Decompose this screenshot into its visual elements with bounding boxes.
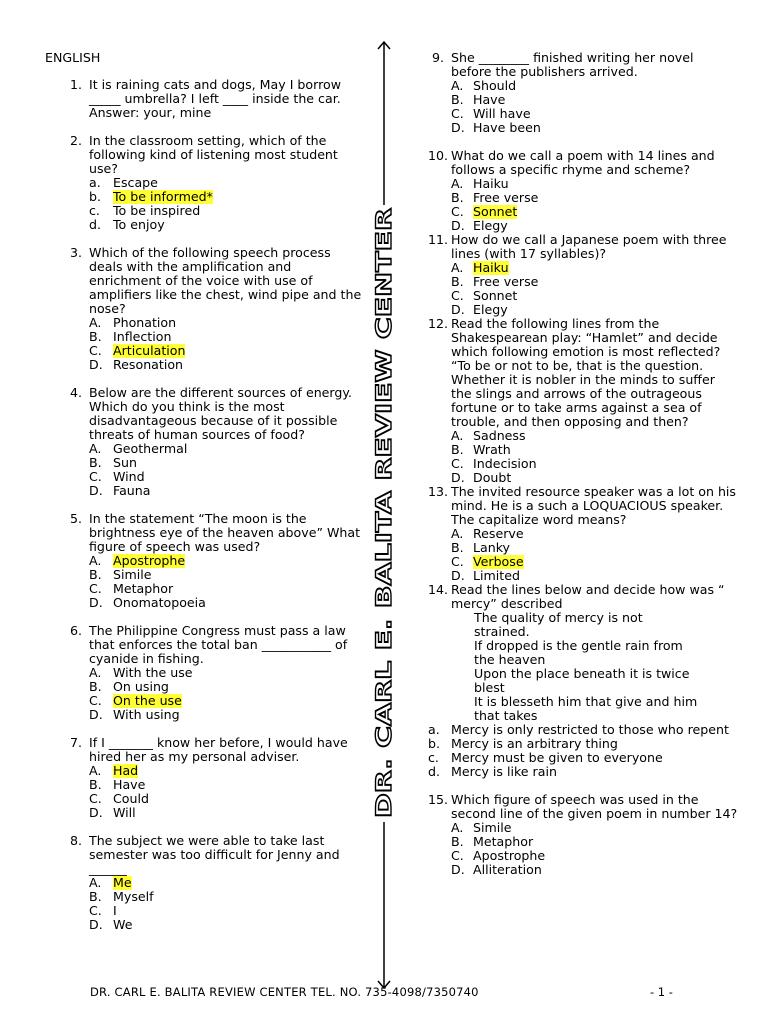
option-text: Metaphor bbox=[473, 834, 534, 849]
option-text: Mercy is like rain bbox=[451, 764, 557, 779]
option-text: We bbox=[113, 917, 133, 932]
subject-heading: ENGLISH bbox=[45, 50, 101, 65]
option-letter: c. bbox=[89, 203, 100, 218]
option bbox=[45, 890, 365, 904]
option bbox=[428, 863, 738, 877]
option bbox=[428, 527, 738, 541]
option-letter: D. bbox=[89, 483, 103, 498]
page-number: - 1 - bbox=[650, 985, 673, 999]
option-letter: d. bbox=[89, 217, 101, 232]
option bbox=[428, 821, 738, 835]
option bbox=[428, 219, 738, 233]
option-letter: D. bbox=[89, 805, 103, 820]
option bbox=[45, 708, 365, 722]
poem-line: If dropped is the gentle rain from bbox=[474, 638, 683, 653]
question-number: 7. bbox=[69, 735, 82, 750]
option-text: Fauna bbox=[113, 483, 151, 498]
option-text: To be inspired bbox=[113, 203, 201, 218]
option-text: Doubt bbox=[473, 470, 512, 485]
highlighted-answer: Apostrophe bbox=[113, 553, 186, 568]
option-text: Limited bbox=[473, 568, 520, 583]
option-text: Have been bbox=[473, 120, 541, 135]
question-text: The invited resource speaker was a lot on his mind. He is a such a LOQUACIOUS speaker. The capitalize word means? bbox=[451, 484, 736, 527]
right-column bbox=[428, 51, 738, 877]
option-letter: C. bbox=[89, 343, 102, 358]
highlighted-answer: Had bbox=[113, 763, 139, 778]
option-text: I bbox=[113, 903, 117, 918]
option bbox=[45, 190, 365, 204]
option-letter: D. bbox=[89, 357, 103, 372]
option-text: Onomatopoeia bbox=[113, 595, 206, 610]
highlighted-answer: On the use bbox=[113, 693, 182, 708]
option-letter: B. bbox=[89, 329, 102, 344]
option-text: Haiku bbox=[473, 176, 509, 191]
option-letter: B. bbox=[89, 679, 102, 694]
option-text: Mercy is only restricted to those who repent bbox=[451, 722, 729, 737]
option-letter: b. bbox=[428, 736, 440, 751]
option-letter: D. bbox=[451, 862, 465, 877]
option-letter: B. bbox=[89, 455, 102, 470]
option bbox=[428, 569, 738, 583]
highlighted-answer: Verbose bbox=[473, 554, 524, 569]
option-text: Indecision bbox=[473, 456, 537, 471]
option-letter: b. bbox=[89, 189, 101, 204]
option-letter: C. bbox=[89, 469, 102, 484]
question-8 bbox=[45, 834, 365, 932]
option-text: Sadness bbox=[473, 428, 526, 443]
question-text: Read the lines below and decide how was “ mercy” described bbox=[451, 582, 725, 611]
question-text: In the statement “The moon is the brightness eye of the heaven above” What figure of speech was used? bbox=[89, 511, 361, 554]
watermark-text: DR. CARL E. BALITA REVIEW CENTER bbox=[372, 389, 396, 818]
option-text: Escape bbox=[113, 175, 158, 190]
option-text: Simile bbox=[473, 820, 512, 835]
option-letter: D. bbox=[89, 917, 103, 932]
option-text: Will bbox=[113, 805, 136, 820]
option bbox=[428, 471, 738, 485]
option-text: Should bbox=[473, 78, 517, 93]
option bbox=[428, 107, 738, 121]
option bbox=[45, 918, 365, 932]
option bbox=[428, 443, 738, 457]
option bbox=[45, 456, 365, 470]
option-text: To enjoy bbox=[113, 217, 165, 232]
option-letter: D. bbox=[451, 218, 465, 233]
option-text: Elegy bbox=[473, 302, 508, 317]
option bbox=[428, 121, 738, 135]
highlighted-answer: Me bbox=[113, 875, 132, 890]
option-letter: a. bbox=[428, 722, 440, 737]
option-letter: A. bbox=[89, 553, 102, 568]
option-text: Free verse bbox=[473, 274, 539, 289]
option bbox=[428, 289, 738, 303]
option-letter: B. bbox=[451, 442, 464, 457]
option bbox=[428, 457, 738, 471]
option bbox=[45, 344, 365, 358]
option-text: Could bbox=[113, 791, 149, 806]
option-text: Have bbox=[473, 92, 506, 107]
option-letter: B. bbox=[89, 567, 102, 582]
poem-line: blest bbox=[474, 680, 505, 695]
option bbox=[428, 765, 738, 779]
question-12 bbox=[428, 317, 738, 485]
option bbox=[45, 694, 365, 708]
option-letter: B. bbox=[451, 274, 464, 289]
option-letter: d. bbox=[428, 764, 440, 779]
option-letter: C. bbox=[89, 693, 102, 708]
option-letter: A. bbox=[451, 820, 464, 835]
option-letter: A. bbox=[89, 441, 102, 456]
question-text: How do we call a Japanese poem with three lines (with 17 syllables)? bbox=[451, 232, 727, 261]
option-letter: A. bbox=[89, 763, 102, 778]
poem-line: The quality of mercy is not bbox=[474, 610, 643, 625]
option bbox=[428, 723, 738, 737]
option bbox=[428, 261, 738, 275]
option-text: Wind bbox=[113, 469, 145, 484]
option-letter: C. bbox=[451, 106, 464, 121]
question-number: 12. bbox=[428, 316, 449, 331]
question-text: Read the following lines from the Shakespearean play: “Hamlet” and decide which following emotion is most reflected? bbox=[451, 316, 721, 359]
option-text: Inflection bbox=[113, 329, 172, 344]
option bbox=[45, 568, 365, 582]
question-14 bbox=[428, 583, 738, 779]
option-text: Simile bbox=[113, 567, 152, 582]
question-number: 8. bbox=[69, 833, 82, 848]
question-number: 11. bbox=[428, 232, 449, 247]
option-text: Will have bbox=[473, 106, 531, 121]
highlighted-answer: Haiku bbox=[473, 260, 509, 275]
option-letter: B. bbox=[451, 190, 464, 205]
question-text: Below are the different sources of energy. Which do you think is the most disadvantageous because of it possible threats of human sources of food? bbox=[89, 385, 353, 442]
option-letter: A. bbox=[451, 260, 464, 275]
question-11 bbox=[428, 233, 738, 317]
option bbox=[45, 554, 365, 568]
option bbox=[45, 778, 365, 792]
option bbox=[428, 849, 738, 863]
option bbox=[428, 177, 738, 191]
question-2 bbox=[45, 134, 365, 232]
option bbox=[45, 904, 365, 918]
question-number: 4. bbox=[69, 385, 82, 400]
option-letter: D. bbox=[451, 568, 465, 583]
option bbox=[45, 330, 365, 344]
option-text: Reserve bbox=[473, 526, 524, 541]
option-letter: C. bbox=[451, 288, 464, 303]
option-letter: A. bbox=[89, 315, 102, 330]
option-letter: A. bbox=[89, 875, 102, 890]
option-letter: a. bbox=[89, 175, 101, 190]
question-4 bbox=[45, 386, 365, 498]
option-letter: C. bbox=[89, 791, 102, 806]
option bbox=[45, 764, 365, 778]
option bbox=[45, 442, 365, 456]
option bbox=[45, 876, 365, 890]
question-1 bbox=[45, 78, 365, 120]
poem-line: It is blesseth him that give and him bbox=[474, 694, 698, 709]
option bbox=[45, 666, 365, 680]
option-text: Apostrophe bbox=[473, 848, 546, 863]
option-text: On using bbox=[113, 679, 169, 694]
question-6 bbox=[45, 624, 365, 722]
option bbox=[45, 176, 365, 190]
question-number: 13. bbox=[428, 484, 449, 499]
question-number: 9. bbox=[431, 50, 444, 65]
option-letter: A. bbox=[451, 526, 464, 541]
option-letter: B. bbox=[451, 540, 464, 555]
question-number: 10. bbox=[428, 148, 449, 163]
poem-line: Upon the place beneath it is twice bbox=[474, 666, 690, 681]
question-13 bbox=[428, 485, 738, 583]
option-text: Wrath bbox=[473, 442, 511, 457]
question-text: In the classroom setting, which of the following kind of listening most student use? bbox=[89, 133, 338, 176]
option-letter: D. bbox=[89, 595, 103, 610]
option-letter: c. bbox=[428, 750, 439, 765]
option-letter: C. bbox=[451, 204, 464, 219]
option-letter: A. bbox=[451, 176, 464, 191]
option-text: Resonation bbox=[113, 357, 184, 372]
option bbox=[45, 596, 365, 610]
question-text: The Philippine Congress must pass a law that enforces the total ban ___________ of cyanide in fishing. bbox=[89, 623, 348, 666]
question-text: Which figure of speech was used in the second line of the given poem in number 14? bbox=[451, 792, 738, 821]
question-7 bbox=[45, 736, 365, 820]
option bbox=[428, 751, 738, 765]
poem-line: the heaven bbox=[474, 652, 546, 667]
option-text: With using bbox=[113, 707, 180, 722]
question-10 bbox=[428, 149, 738, 233]
option-text: Elegy bbox=[473, 218, 508, 233]
answer-line: Answer: your, mine bbox=[89, 105, 212, 120]
option bbox=[45, 680, 365, 694]
option bbox=[428, 555, 738, 569]
option-text: Geothermal bbox=[113, 441, 188, 456]
question-text: The subject we were able to take last semester was too difficult for Jenny and ______ bbox=[89, 833, 340, 876]
option-letter: B. bbox=[89, 777, 102, 792]
option-letter: D. bbox=[451, 302, 465, 317]
option-letter: D. bbox=[451, 470, 465, 485]
option-letter: C. bbox=[89, 903, 102, 918]
option-letter: A. bbox=[451, 428, 464, 443]
option bbox=[428, 205, 738, 219]
option bbox=[428, 303, 738, 317]
option-text: Alliteration bbox=[473, 862, 542, 877]
option-letter: C. bbox=[89, 581, 102, 596]
question-number: 6. bbox=[69, 623, 82, 638]
option-letter: D. bbox=[89, 707, 103, 722]
option bbox=[428, 93, 738, 107]
quoted-passage: “To be or not to be, that is the question. Whether it is nobler in the minds to suffer the slings and arrows of the outrageous fortune or to take arms against a sea of trouble, and then opposing and then? bbox=[451, 358, 715, 429]
question-number: 1. bbox=[69, 77, 82, 92]
option-text: Phonation bbox=[113, 315, 177, 330]
option bbox=[45, 484, 365, 498]
option bbox=[428, 737, 738, 751]
option bbox=[45, 316, 365, 330]
left-column bbox=[45, 51, 365, 946]
option bbox=[45, 358, 365, 372]
option bbox=[428, 79, 738, 93]
question-text: What do we call a poem with 14 lines and follows a specific rhyme and scheme? bbox=[451, 148, 715, 177]
option-letter: B. bbox=[451, 834, 464, 849]
highlighted-answer: To be informed* bbox=[113, 189, 213, 204]
poem-line: that takes bbox=[474, 708, 538, 723]
question-number: 2. bbox=[69, 133, 82, 148]
footer-contact: DR. CARL E. BALITA REVIEW CENTER TEL. NO. 735-4098/7350740 bbox=[90, 985, 479, 999]
option-letter: A. bbox=[451, 78, 464, 93]
highlighted-answer: Articulation bbox=[113, 343, 186, 358]
option-text: Mercy is an arbitrary thing bbox=[451, 736, 618, 751]
question-number: 3. bbox=[69, 245, 82, 260]
highlighted-answer: Sonnet bbox=[473, 204, 518, 219]
poem-line: strained. bbox=[474, 624, 530, 639]
option-letter: A. bbox=[89, 665, 102, 680]
question-3 bbox=[45, 246, 365, 372]
center-divider bbox=[374, 40, 394, 990]
option-text: Have bbox=[113, 777, 146, 792]
option bbox=[45, 218, 365, 232]
option bbox=[45, 470, 365, 484]
question-text: She ________ finished writing her novel before the publishers arrived. bbox=[451, 50, 694, 79]
option-text: Sun bbox=[113, 455, 137, 470]
option-letter: C. bbox=[451, 848, 464, 863]
option-text: With the use bbox=[113, 665, 193, 680]
option-letter: B. bbox=[89, 889, 102, 904]
option-text: Mercy must be given to everyone bbox=[451, 750, 663, 765]
question-5 bbox=[45, 512, 365, 610]
option-letter: C. bbox=[451, 554, 464, 569]
question-text: It is raining cats and dogs, May I borrow _____ umbrella? I left ____ inside the car. bbox=[89, 77, 341, 106]
question-9 bbox=[428, 51, 738, 135]
option bbox=[45, 582, 365, 596]
question-number: 14. bbox=[428, 582, 449, 597]
option-text: Free verse bbox=[473, 190, 539, 205]
option bbox=[428, 541, 738, 555]
option-letter: D. bbox=[451, 120, 465, 135]
option-letter: B. bbox=[451, 92, 464, 107]
question-text: If I _______ know her before, I would have hired her as my personal adviser. bbox=[89, 735, 348, 764]
question-number: 15. bbox=[428, 792, 449, 807]
option bbox=[45, 204, 365, 218]
question-number: 5. bbox=[69, 511, 82, 526]
option bbox=[428, 429, 738, 443]
option-text: Lanky bbox=[473, 540, 511, 555]
question-text: Which of the following speech process deals with the amplification and enrichment of the voice with use of amplifiers like the chest, wind pipe and the nose? bbox=[89, 245, 362, 316]
option bbox=[428, 835, 738, 849]
question-15 bbox=[428, 793, 738, 877]
option bbox=[45, 806, 365, 820]
option bbox=[428, 191, 738, 205]
option bbox=[428, 275, 738, 289]
option-text: Metaphor bbox=[113, 581, 174, 596]
option bbox=[45, 792, 365, 806]
option-text: Sonnet bbox=[473, 288, 518, 303]
option-letter: C. bbox=[451, 456, 464, 471]
option-text: Myself bbox=[113, 889, 154, 904]
